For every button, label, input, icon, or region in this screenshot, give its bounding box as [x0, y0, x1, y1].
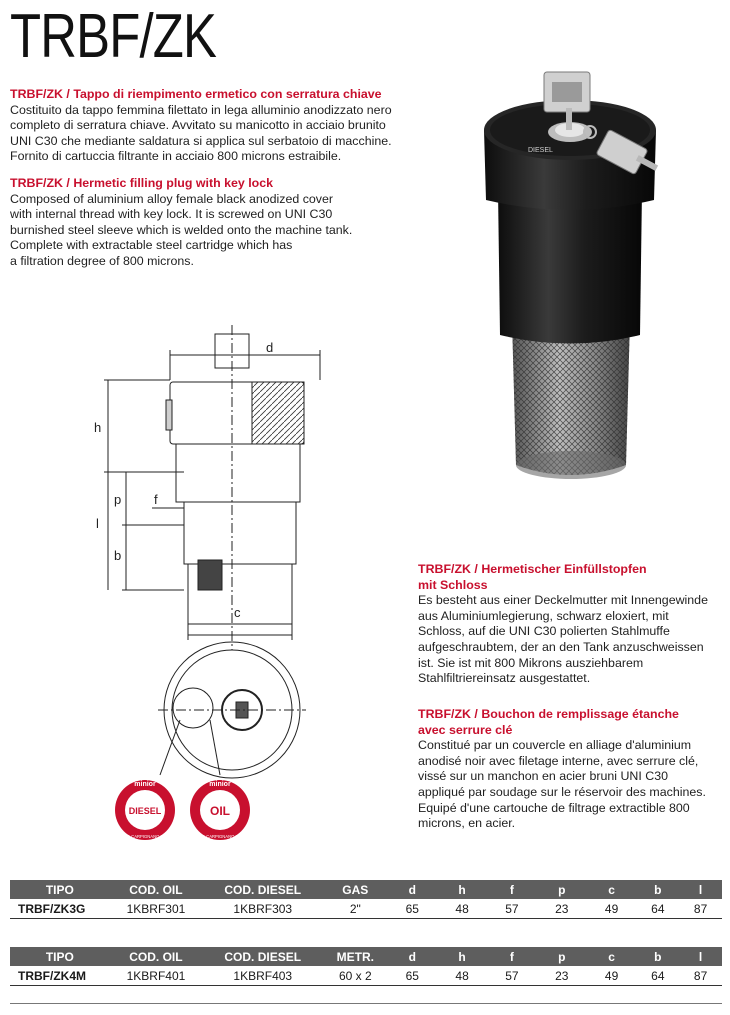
table-header: h	[437, 880, 487, 899]
badge-oil	[190, 780, 250, 840]
section-text: Constitué par un couvercle en alliage d'aluminium anodisé noir avec filetage interne, avec serrure clé, vissé sur un manchon en acier bruni UNI C30 appliqué par soudage sur le réservoir des machines. Equipé d'une cartouche de filtrage extractible 800 microns, en acier.	[418, 738, 706, 831]
section-english	[10, 176, 370, 270]
dim-label-h: h	[94, 420, 102, 435]
table-cell: 1KBRF401	[110, 966, 203, 986]
table-cell: 57	[487, 899, 537, 919]
table-cell: 2"	[323, 899, 387, 919]
dim-label-b: b	[114, 548, 122, 563]
table-header: METR.	[323, 947, 387, 966]
dim-label-f: f	[154, 492, 158, 507]
table-cell: 87	[679, 966, 722, 986]
table-cell: 65	[387, 899, 437, 919]
table-header: b	[636, 880, 679, 899]
section-heading: TRBF/ZK / Hermetic filling plug with key lock	[10, 176, 273, 190]
table-header: p	[537, 947, 587, 966]
section-italian	[10, 87, 410, 165]
badge-diesel	[115, 780, 175, 840]
table-header: TIPO	[10, 947, 110, 966]
spec-table-gas	[10, 880, 722, 919]
table-header: COD. DIESEL	[202, 947, 323, 966]
bottom-divider	[10, 1003, 722, 1004]
table-cell: TRBF/ZK4M	[10, 966, 110, 986]
table-header: TIPO	[10, 880, 110, 899]
section-text: Costituito da tappo femmina filettato in lega alluminio anodizzato nero completo di serratura chiave. Avvitato su manicotto in acciaio brunito UNI C30 che mediante saldatura si applica sul serbatoio di macchine. Fornito di cartuccia filtrante in acciaio 800 microns estraibile.	[10, 102, 392, 164]
badge-center-label: OIL	[210, 804, 230, 818]
badge-brand: minior	[134, 781, 156, 788]
section-heading: TRBF/ZK / Tappo di riempimento ermetico con serratura chiave	[10, 87, 382, 101]
dim-label-p: p	[114, 492, 122, 507]
table-cell: 49	[587, 899, 637, 919]
dim-label-d: d	[266, 340, 274, 355]
table-header: COD. OIL	[110, 880, 203, 899]
badge-brand: minior	[209, 781, 231, 788]
table-header: f	[487, 947, 537, 966]
technical-drawing	[80, 320, 410, 820]
table-header: b	[636, 947, 679, 966]
product-photo	[440, 60, 680, 500]
table-header: p	[537, 880, 587, 899]
table-cell: 1KBRF303	[202, 899, 323, 919]
table-header: d	[387, 947, 437, 966]
page-title: TRBF/ZK	[10, 2, 217, 71]
table-cell: 64	[636, 966, 679, 986]
table-header: c	[587, 880, 637, 899]
section-german	[418, 562, 718, 687]
table-cell: 48	[437, 966, 487, 986]
table-row	[10, 899, 722, 919]
table-cell: 1KBRF301	[110, 899, 203, 919]
table-cell: 60 x 2	[323, 966, 387, 986]
section-heading: TRBF/ZK / Hermetischer Einfüllstopfen mit Schloss	[418, 562, 647, 592]
table-row	[10, 966, 722, 986]
table-header: h	[437, 947, 487, 966]
table-header: GAS	[323, 880, 387, 899]
table-header: l	[679, 880, 722, 899]
section-text: Es besteht aus einer Deckelmutter mit Innengewinde aus Aluminiumlegierung, schwarz eloxiert, mit Schloss, auf die UNI C30 polierten Stahlmuffe aufgeschraubtem, der an den Tank anzuschweissen ist. Sie ist mit 800 Mikrons ausziehbarem Stahlfiltriereinsatz ausgestattet.	[418, 593, 708, 686]
table-cell: 65	[387, 966, 437, 986]
table-header: d	[387, 880, 437, 899]
badge-ring-text: CURA CARPIGNANO ITALY	[193, 834, 247, 839]
table-cell: 23	[537, 966, 587, 986]
cap-label: DIESEL	[528, 147, 553, 154]
table-header-row	[10, 947, 722, 966]
table-cell: 87	[679, 899, 722, 919]
section-heading: TRBF/ZK / Bouchon de remplissage étanche avec serrure clé	[418, 707, 679, 737]
badge-center-label: DIESEL	[128, 806, 162, 816]
table-cell: TRBF/ZK3G	[10, 899, 110, 919]
table-header: COD. DIESEL	[202, 880, 323, 899]
dim-label-l: l	[96, 516, 99, 531]
spec-table-metric	[10, 947, 722, 986]
table-header: c	[587, 947, 637, 966]
table-cell: 49	[587, 966, 637, 986]
table-cell: 64	[636, 899, 679, 919]
table-cell: 1KBRF403	[202, 966, 323, 986]
table-header: l	[679, 947, 722, 966]
table-cell: 57	[487, 966, 537, 986]
dim-label-c: c	[234, 605, 241, 620]
table-cell: 48	[437, 899, 487, 919]
table-header: COD. OIL	[110, 947, 203, 966]
badge-group	[110, 770, 270, 850]
table-header: f	[487, 880, 537, 899]
section-text: Composed of aluminium alloy female black anodized cover with internal thread with key lock. It is screwed on UNI C30 burnished steel sleeve which is welded onto the machine tank. Complete with extractable steel cartridge which has a filtration degree of 800 microns.	[10, 191, 353, 268]
section-french	[418, 707, 718, 832]
table-cell: 23	[537, 899, 587, 919]
table-header-row	[10, 880, 722, 899]
badge-ring-text: CURA CARPIGNANO ITALY	[118, 834, 172, 839]
